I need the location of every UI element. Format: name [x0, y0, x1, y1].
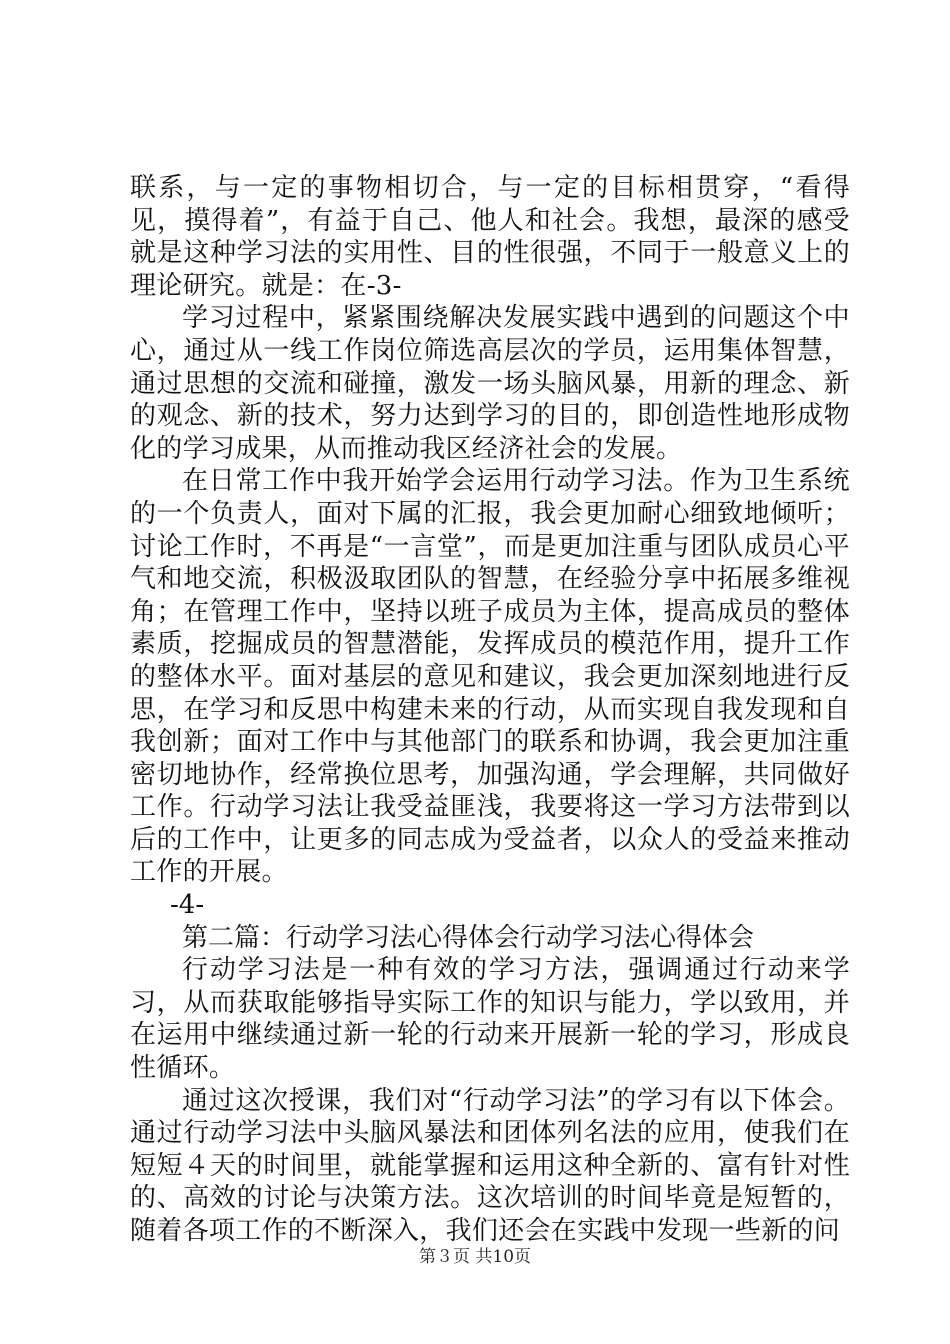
paragraph-3: 在日常工作中我开始学会运用行动学习法。作为卫生系统的一个负责人，面对下属的汇报，我会更加耐心细致地倾听；讨论工作时，不再是“一言堂”，而是更加注重与团队成员心平气和地交流，积极汲取团队的智慧，在经验分享中拓展多维视角；在管理工作中，坚持以班子成员为主体，提高成员的整体素质，挖掘成员的智慧潜能，发挥成员的模范作用，提升工作的整体水平。面对基层的意见和建议，我会更加深刻地进行反思，在学习和反思中构建未来的行动，从而实现自我发现和自我创新；面对工作中与其他部门的联系和协调，我会更加注重密切地协作，经常换位思考，加强沟通，学会理解，共同做好工作。行动学习法让我受益匪浅，我要将这一学习方法带到以后的工作中，让更多的同志成为受益者，以众人的受益来推动工作的开展。 — [130, 466, 850, 888]
paragraph-5: 通过这次授课，我们对“行动学习法”的学习有以下体会。通过行动学习法中头脑风暴法和团体列名法的应用，使我们在短短４天的时间里，就能掌握和运用这种全新的、富有针对性的、高效的讨论与决策方法。这次培训的时间毕竟是短暂的，随着各项工作的不断深入，我们还会在实践中发现一些新的问 — [130, 1085, 850, 1246]
paragraph-1: 联系，与一定的事物相切合，与一定的目标相贯穿，“看得见，摸得着”，有益于自己、他人和社会。我想，最深的感受就是这种学习法的实用性、目的性很强，不同于一般意义上的理论研究。就是：在-3- — [130, 173, 850, 301]
paragraph-4: 行动学习法是一种有效的学习方法，强调通过行动来学习，从而获取能够指导实际工作的知识与能力，学以致用，并在运用中继续通过新一轮的行动来开展新一轮的学习，形成良性循环。 — [130, 955, 850, 1084]
paragraph-2: 学习过程中，紧紧围绕解决发展实践中遇到的问题这个中心，通过从一线工作岗位筛选高层次的学员，运用集体智慧，通过思想的交流和碰撞，激发一场头脑风暴，用新的理念、新的观念、新的技术，努力达到学习的目的，即创造性地形成物化的学习成果，从而推动我区经济社会的发展。 — [130, 303, 850, 464]
page-marker: -4- — [170, 890, 205, 921]
document-body — [130, 172, 850, 1248]
section-heading: 第二篇：行动学习法心得体会行动学习法心得体会 — [182, 922, 755, 953]
page-footer: 第３页 共10页 — [418, 1247, 532, 1267]
